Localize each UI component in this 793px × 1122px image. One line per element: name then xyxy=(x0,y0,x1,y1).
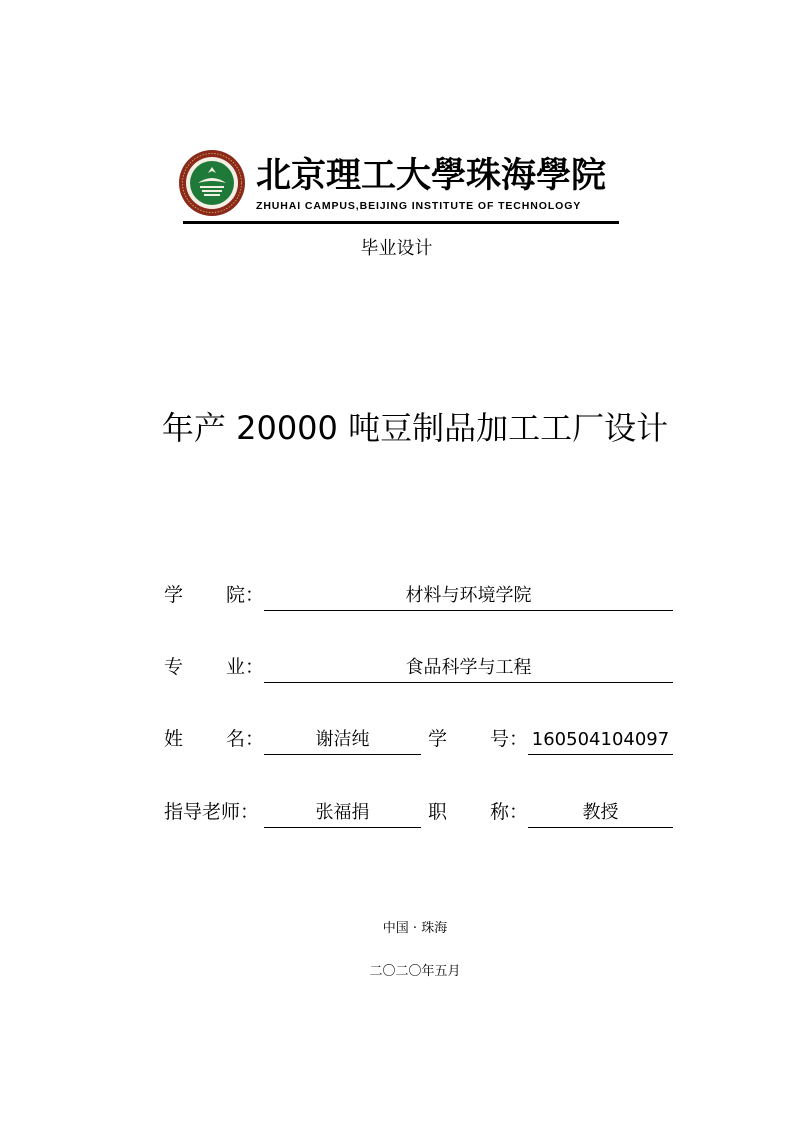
major-label-1: 专 xyxy=(164,656,184,678)
major-label-2: 业： xyxy=(226,656,265,678)
school-name: 北京理工大學珠海學院 xyxy=(256,155,607,196)
advisor-label: 指导老师： xyxy=(164,801,260,823)
advisor-row xyxy=(0,799,793,829)
location-text: 中国 · 珠海 xyxy=(382,921,448,936)
advisor-title-field: 教授 xyxy=(528,799,673,828)
header-rule xyxy=(183,221,619,224)
student-id-label-1: 学 xyxy=(428,728,448,750)
thesis-title: 年产 20000 吨豆制品加工工厂设计 xyxy=(161,409,669,447)
name-label-2: 名： xyxy=(226,728,265,750)
name-label-1: 姓 xyxy=(164,728,184,750)
date-text: 二〇二〇年五月 xyxy=(369,964,461,979)
advisor-title-label-2: 称： xyxy=(490,801,529,823)
university-emblem-icon xyxy=(178,149,246,217)
name-field: 谢洁纯 xyxy=(264,726,421,755)
college-row xyxy=(0,582,793,612)
advisor-title-label-1: 职 xyxy=(428,801,448,823)
college-label-2: 院： xyxy=(226,584,265,606)
major-row xyxy=(0,654,793,684)
student-id-label-2: 号： xyxy=(490,728,529,750)
advisor-field: 张福捐 xyxy=(264,799,421,828)
document-type: 毕业设计 xyxy=(360,238,433,259)
college-label-1: 学 xyxy=(164,584,184,606)
major-field: 食品科学与工程 xyxy=(264,654,673,683)
name-row xyxy=(0,726,793,756)
school-name-english: ZHUHAI CAMPUS,BEIJING INSTITUTE OF TECHNOLOGY xyxy=(256,200,582,212)
college-field: 材料与环境学院 xyxy=(264,582,673,611)
student-id-field: 160504104097 xyxy=(528,726,673,755)
